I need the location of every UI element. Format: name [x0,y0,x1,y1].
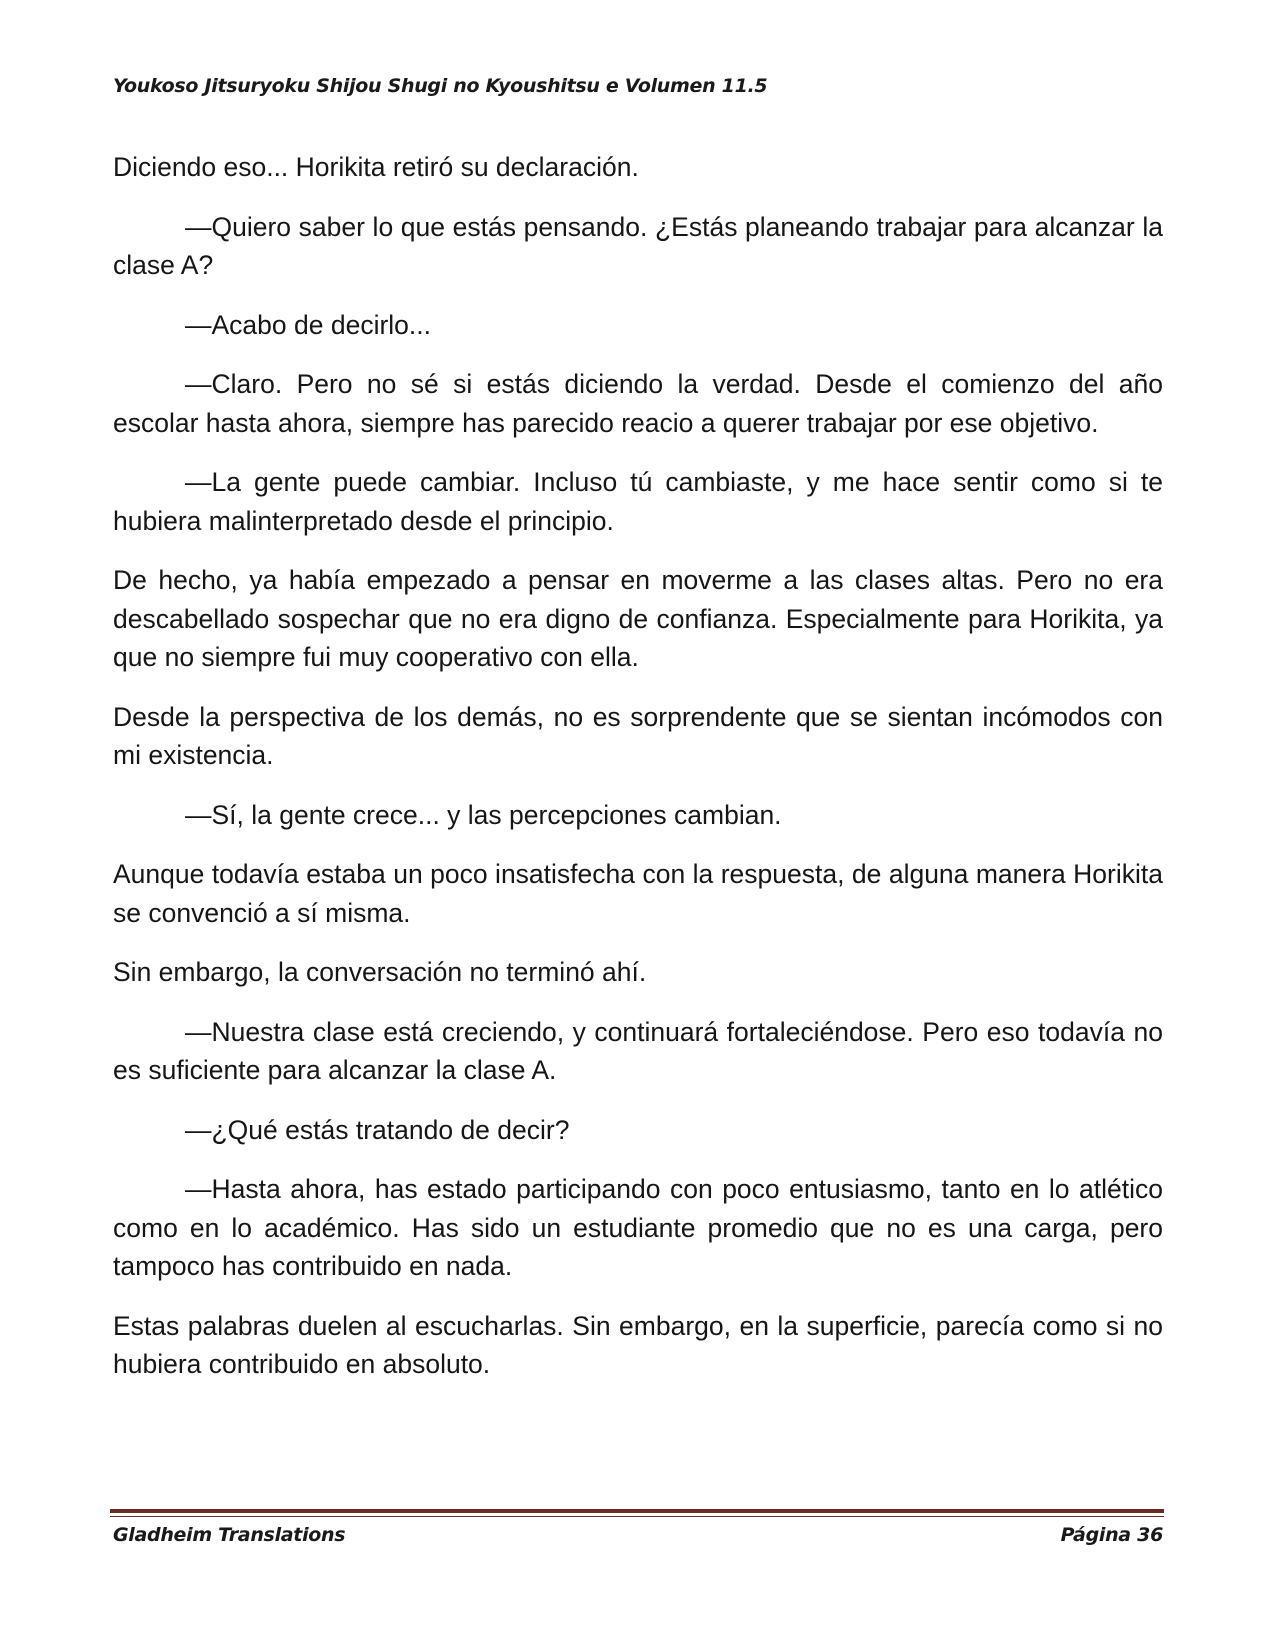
footer-divider-thin [110,1516,1164,1517]
footer-credit: Gladheim Translations [113,1524,346,1546]
running-header: Youkoso Jitsuryoku Shijou Shugi no Kyoushitsu e Volumen 11.5 [113,75,768,97]
dialogue-line: —¿Qué estás tratando de decir? [185,1114,570,1145]
paragraph: Aunque todavía estaba un poco insatisfecha con la respuesta, de alguna manera Horikita se convenció a sí misma. [113,859,1163,928]
footer-divider [110,1509,1164,1513]
paragraph: De hecho, ya había empezado a pensar en moverme a las clases altas. Pero no era descabellado sospechar que no era digno de confianza. Especialmente para Horikita, ya que no siempre fui muy cooperativo con ella. [113,565,1163,672]
dialogue-line: —Sí, la gente crece... y las percepciones cambian. [185,799,782,830]
body-text [113,148,1163,1405]
paragraph: Sin embargo, la conversación no terminó ahí. [113,957,647,987]
dialogue-line: —Nuestra clase está creciendo, y continuará fortaleciéndose. Pero eso todavía no es suficiente para alcanzar la clase A. [113,1016,1163,1085]
dialogue-line: —La gente puede cambiar. Incluso tú cambiaste, y me hace sentir como si te hubiera malinterpretado desde el principio. [113,467,1163,536]
dialogue-line: —Quiero saber lo que estás pensando. ¿Estás planeando trabajar para alcanzar la clase A? [113,211,1163,280]
dialogue-line: —Acabo de decirlo... [185,309,431,340]
dialogue-line: —Claro. Pero no sé si estás diciendo la verdad. Desde el comienzo del año escolar hasta ahora, siempre has parecido reacio a querer trabajar por ese objetivo. [113,369,1163,438]
paragraph: Desde la perspectiva de los demás, no es sorprendente que se sientan incómodos con mi existencia. [113,701,1163,770]
paragraph: Estas palabras duelen al escucharlas. Sin embargo, en la superficie, parecía como si no hubiera contribuido en absoluto. [113,1310,1163,1379]
paragraph: Diciendo eso... Horikita retiró su declaración. [113,152,639,182]
page-number: Página 36 [1060,1524,1163,1546]
dialogue-line: —Hasta ahora, has estado participando con poco entusiasmo, tanto en lo atlético como en lo académico. Has sido un estudiante promedio que no es una carga, pero tampoco has contribuido en nada. [113,1174,1163,1281]
